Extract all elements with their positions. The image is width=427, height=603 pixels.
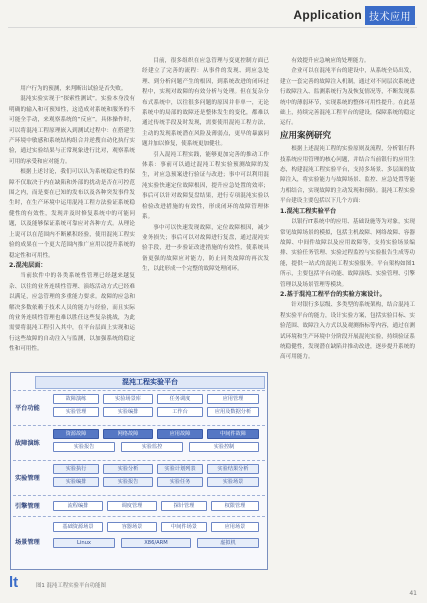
diagram-box: 资源故障 <box>53 429 99 439</box>
diagram-box: 实验报告 <box>103 477 153 487</box>
page-number: 41 <box>409 590 417 597</box>
subheading: 1.混沌工程实验平台 <box>280 207 337 215</box>
paragraph: 以银行IT系统中的应用、基础设施等为对象，实现常见故障场景的模拟，包括主机故障、网络故障、容器故障、中间件故障以及应用故障等，支持实验场景编排、实验任务管理、实验过程监控与实验报告生成等功能，提供一站式的混沌工程实验服务。平台架构如图1所示，主要包括平台功能、故障演练、实验管理、引擎管理以及场景管理等模块。 <box>280 219 415 288</box>
diagram-box: 中间件场景 <box>161 522 207 532</box>
diagram-box: 实验编排 <box>103 407 153 417</box>
diagram-box: 实验报告 <box>53 442 115 452</box>
diagram-box: 实验场景库 <box>103 394 153 404</box>
figure-row <box>13 390 265 425</box>
paragraph: 用户行为的预测，来判断出试验是否失败。 <box>20 86 127 92</box>
diagram-box: 任务调度 <box>157 394 203 404</box>
paragraph: 根据上述讨论，我们可以认为系统稳定性的保障不仅取决于内在缺陷和外部的扰动是否在可控范围之内，而是要在已知的发布以及各种突发事件发生时，在生产环境中运用混沌工程方法验证系统稳健性的有效性，发现并及时修复系统中的可能问题，以及能够保证系统可靠应对各种方式。从理论上说可以在范围内不断累积经验，使用混沌工程实验的成果在一个更大范围内推广应用以提升系统的稳定性和可用性。 <box>9 169 135 259</box>
figure-row <box>13 425 265 460</box>
subheading: 2.混沌层面： <box>9 261 47 269</box>
section-title-cn: 技术应用 <box>365 6 415 25</box>
paragraph: 目前，很多组织在应急管理与变更控制方面已经建立了完善的流程：从事件的发现、到应急处理、到分析问题产生的根因，到系统改进的闭环过程中，实现对故障的有效分析与处理。但在复杂分布式系统中，以往很多问题的原因并非单一，无论系统中的局部的故障还是整体发生的变化，都难以通过传统手段及时发现，需要使用混沌工程方法，主动的发现系统潜在风险及薄弱点，更早的暴露问题并加以修复，使系统更加健壮。 <box>142 58 269 148</box>
diagram-box: 应用管理 <box>207 394 259 404</box>
column-3 <box>280 56 415 363</box>
diagram-box: 实验分析 <box>103 464 153 474</box>
section-title-en: Application <box>293 8 362 22</box>
row-label: 平台功能 <box>15 405 40 412</box>
diagram-box: 实验控制 <box>189 442 259 452</box>
diagram-box: 权限管理 <box>211 501 259 511</box>
paragraph: 根据上述混沌工程的实验原则及流程，分析银行科技系统应用管理的核心问题，并结合当前银行的应用生态，构建混沌工程实验平台，支持多场景、多层面的故障注入，将实验能力与故障场景、监控、应急处置等能力相结合，实现故障的主动发现和预防。混沌工程实验平台建设主要包括以下几个方面： <box>280 146 415 205</box>
diagram-box: 网络故障 <box>103 429 153 439</box>
diagram-box: 应用及数据分析 <box>207 407 259 417</box>
diagram-box: 工作台 <box>157 407 203 417</box>
diagram-box: 实验编排 <box>53 477 99 487</box>
diagram-box: 实验任务 <box>157 477 203 487</box>
figure-row <box>13 495 265 516</box>
diagram-box: 实验监控 <box>121 442 183 452</box>
diagram-box: 实验执行 <box>53 464 99 474</box>
row-label: 引擎管理 <box>15 503 40 510</box>
paragraph: 事中可以快速发现故障，定位故障根因，减少业务损失；事后可以对故障进行复盘，通过混沌实验手段，进一步验证改进措施的有效性，使系统具备更强的故障应对能力，防止同类故障的再次发生，以此形成一个完整的故障处理闭环。 <box>142 224 269 273</box>
paragraph: 针对银行多层级、多类型的系统架构，结合混沌工程实验平台的能力，设计实验方案，包括实验目标、实验范围、故障注入方式以及观测指标等内容，通过在测试环境和生产环境中分阶段开展混沌实验，持续验证系统稳健性，发现潜在缺陷并推动改进，逐步提升系统的高可用能力。 <box>280 302 415 361</box>
row-label: 实验管理 <box>15 475 40 482</box>
diagram-box: 基础资源场景 <box>53 522 103 532</box>
magazine-logo-mark: lt <box>9 574 19 591</box>
column-2 <box>142 56 269 275</box>
diagram-box: 应用故障 <box>157 429 203 439</box>
diagram-box: 实验计划列表 <box>157 464 203 474</box>
paragraph: 当前软件中的各类系统性管理已经越来越复杂、以往的业务连续性管理、演练活动方式已经难以满足，应急管理的多重能力要求。故障的应急和解决多数依赖于技术人员的能力与经验，而且实际的业务连续性管理也难以胜任这些复杂挑战，为此需要将混沌工程引入其中，在平台层面上实现和运行这些故障的自动注入与监测，以加强系统的稳定性和可用性。 <box>9 273 135 353</box>
diagram-box: 实验管理 <box>53 407 99 417</box>
paragraph: 引入混沌工程实践，能够更加完善的推动工作体系：事前可以通过混沌工程实验预测故障的发生，对应急预案进行验证与改进；事中可以利用混沌实验快速定位故障根因，提升应急处置的效率；事后可以针对故障复盘结果，进行专项混沌实验以检验改进措施的有效性，形成闭环的故障管理体系。 <box>142 151 269 221</box>
subheading: 2.基于混沌工程平台的实验方案设计。 <box>280 290 386 298</box>
diagram-box: 容器场景 <box>107 522 157 532</box>
architecture-figure <box>10 372 268 570</box>
diagram-box: 流程编排 <box>53 501 103 511</box>
figure-row <box>13 516 265 567</box>
diagram-box: Linux <box>53 538 115 548</box>
row-label: 故障演练 <box>15 440 40 447</box>
diagram-box: 虚拟机 <box>197 538 259 548</box>
diagram-box: 实验场景 <box>207 477 259 487</box>
paragraph: 企业可以在混沌平台的建设中，从系统全局出发，建立一套完善的故障注入机制，通过对不同层次系统进行故障注入、监测系统行为及恢复情况等，不断发现系统中的薄弱环节，实现系统的整体可用性提升。在此基础上，持续完善混沌工程平台的建设，保障系统的稳定运行。 <box>280 68 415 127</box>
section-heading: 应用案例研究 <box>280 130 332 141</box>
paragraph: 混沌实验实现于“探索性测试”。实验本身没有明确的输入和可预知性，这造成对系统和服务的不可能全手动，来观察系统的“反应”。具体操作时，可以将混沌工程原理嵌入到测试过程中：在搭建生产环境中敏感和系统结构组合并逆搜自动化执行实验，通过实验结果与正常现象进行比对，观察系统可用的承受和应对能力。 <box>9 96 135 165</box>
diagram-box: 中间件故障 <box>207 429 259 439</box>
diagram-box: 实验结果分析 <box>207 464 259 474</box>
figure-caption: 图1 混沌工程实验平台功能图 <box>36 583 106 589</box>
figure-title: 混沌工程实验平台 <box>35 376 265 389</box>
column-1 <box>9 84 135 355</box>
diagram-box: X86/ARM <box>121 538 191 548</box>
diagram-box: 故障演练 <box>53 394 99 404</box>
figure-row <box>13 460 265 495</box>
row-label: 场景管理 <box>15 539 40 546</box>
diagram-box: 应用场景 <box>211 522 259 532</box>
paragraph: 有效提升应急响应的处理能力。 <box>291 58 370 64</box>
header-divider <box>8 27 417 28</box>
section-header <box>293 6 415 24</box>
diagram-box: 探针管理 <box>161 501 207 511</box>
diagram-box: 调度管理 <box>107 501 157 511</box>
